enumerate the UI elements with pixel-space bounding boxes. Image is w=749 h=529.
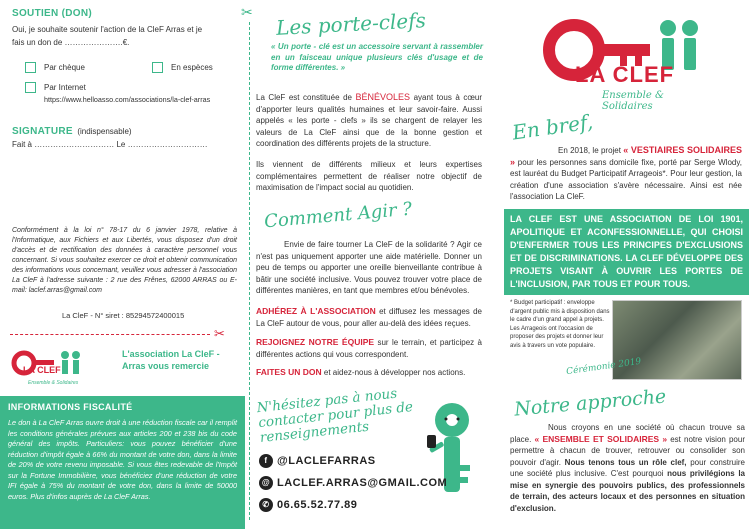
en-bref-title: En bref, [510,109,595,145]
left-panel [0,0,245,529]
action-rejoignez [256,337,482,360]
rejoignez-body: sur le terrain, et participez à différentes actions qui vous correspondent. [256,338,482,359]
rejoignez-label: REJOIGNEZ NOTRE ÉQUIPE [256,337,375,347]
contact-title: N'hésitez pas à nous contacter pour plus de renseignements [256,385,414,447]
ensemble-highlight: « ENSEMBLE ET SOLIDAIRES » [534,433,668,444]
option-especes[interactable] [152,61,213,74]
vestiaires-highlight: « VESTIAIRES SOLIDAIRES » [510,145,742,167]
fait-a-line[interactable]: Fait à ………………………… Le ………………………… [12,140,208,149]
contact-facebook[interactable] [259,454,376,468]
soutien-title: SOUTIEN (DON) [12,8,93,19]
cut-line-horizontal [10,334,210,335]
contact-phone[interactable] [259,498,357,512]
action-adherez [256,306,482,329]
checkbox-internet[interactable] [25,82,36,93]
porte-clefs-title: Les porte-clefs [275,8,427,40]
small-logo [10,345,90,390]
benevoles-highlight: BÉNÉVOLES [355,92,411,102]
small-logo-tagline: Ensemble & Solidaires [28,380,79,386]
option-internet-label: Par Internet [44,83,86,92]
logo-text: LA CLEF [575,62,675,87]
option-cheque-label: Par chèque [44,63,85,72]
fiscal-box [0,396,245,529]
logo-tagline: Ensemble & Solidaires [602,90,664,112]
bref-post: pour les personnes sans domicile fixe, porté par Serge Wlody, est lauréat du Budget Participatif Arrageois*. Pour leur gestion, la création d'une association s'avère nécessaire. Ainsi est née l'association La CleF. [510,157,742,201]
approche-bold-2: nous privilégions la mise en synergie des pouvoirs publics, des professionnels de terrain, des acteurs locaux et des personnes en situation d'exclusion. [510,469,746,513]
phone-icon: ✆ [259,498,273,512]
email-text: LACLEF.ARRAS@GMAIL.COM [277,476,448,489]
scissors-icon-top: ✂ [241,4,253,20]
small-logo-text: LA CLEF [23,365,61,375]
fiscal-title: INFORMATIONS FISCALITÉ [8,402,133,412]
option-especes-label: En espèces [171,63,213,72]
signature-note: (indispensable) [77,127,132,136]
fiscal-body: Le don à La CleF Arras ouvre droit à une réduction fiscale car il remplit les conditions générales prévues aux articles 200 et 238 bis du code général des impôts. Particuliers: vous pouvez bénéficier d'une réduction d'impôt égale à 66% du montant de votre don, dans la limite de 20% de votre revenu imposable. Si vous êtes redevable de l'Impôt sur la Fortune Immobilière, vous bénéficiez d'une réduction de votre IFI égale à 75% du montant de votre don, dans la limite de 50000 euros. Plus d'infos auprès de La CleF Arras. [8,418,237,501]
en-bref-body [510,145,742,203]
porte-clefs-p1 [256,92,482,150]
don-body: et aidez-nous à développer nos actions. [323,368,466,377]
porte-clefs-p2: Ils viennent de différents milieux et leurs expertises complémentaires permettent de réaliser notre objectif de maximisation de l'impact social au quotidien. [256,160,482,192]
agir-body: Envie de faire tourner La CleF de la solidarité ? Agir ce n'est pas uniquement apporter une aide matérielle. Donner un peu de temps ou apporter une oreille bienveillante contribue à bâtir une société inclusive. Vous pouvez trouver votre place de différentes manières, en tant que membres et/ou bénévoles. [256,240,482,295]
facebook-text: @LACLEFARRAS [277,454,376,467]
legal-notice [12,226,237,296]
signature-title: SIGNATURE [12,126,73,137]
facebook-icon: f [259,454,273,468]
adherez-body: et diffusez les messages de La CleF autour de vous, pour aller au-delà des idées reçues. [256,307,482,328]
notre-approche-title: Notre approche [513,385,668,421]
option-internet[interactable] [25,81,86,94]
photo-caption: Cérémonie 2019 [565,356,642,378]
approche-pre: Nous croyons en une société où chacun trouve sa place. [510,423,745,444]
thanks-text: L'association La CleF - Arras vous remercie [122,349,220,371]
contact-email[interactable] [259,476,447,490]
signature-heading [12,121,132,139]
siret: La CleF - N° siret : 85294572400015 [62,311,185,320]
p1-post: ayant tous à cœur d'apporter leurs qualités humaines et leur savoir-faire. Aussi appelés « les porte - clefs » ils se chargent de relayer les valeurs de La CleF ainsi que de la bonne gestion et coordination des différents projets de la structure. [256,93,482,148]
approche-body [510,422,745,514]
approche-mid: est notre vision pour permettre à chacun de trouver, retrouver ou consolider son pouvoir d'agir. [510,434,745,467]
mission-band: LA CLEF EST UNE ASSOCIATION DE LOI 1901, APOLITIQUE ET ACONFESSIONNELLE, QUI CHOISI D'ENFERMER TOUS LES PRINCIPES D'EXCLUSIONS ET DE DISCRIMINATIONS. LA CLEF DÉVELOPPE DES PROJETS VISANT À OUVRIR LES PORTES DE L'INCLUSION, PAR TOUS ET POUR TOUS. [504,209,749,295]
p1-pre: La CleF est constituée de [256,93,352,102]
soutien-line-1: Oui, je souhaite soutenir l'action de la CleF Arras et je [12,25,203,34]
legal-text: Conformément à la loi n° 78-17 du 6 janvier 1978, relative à l'Informatique, aux Fichiers et aux Libertés, vous disposez d'un droit d'accès et de rectification des données à caractère personnel vous concernant. Si vous souhaitez exercer ce droit et obtenir communication des informations vous concernant, veuillez vous adresser à l'association La CleF à l'adresse suivante : 2 rue des Frênes, 62000 ARRAS ou [12,227,237,284]
scissors-icon: ✂ [214,326,225,341]
right-panel [500,0,749,529]
bref-pre: En 2018, le projet [558,146,621,155]
soutien-text [12,23,237,49]
option-cheque[interactable] [25,61,85,74]
comment-agir-title: Comment Agir ? [263,198,413,233]
helloasso-link[interactable]: https://www.helloasso.com/associations/la-clef-arras [44,95,211,104]
soutien-line-2: fais un don de ………………….€. [12,38,130,47]
checkbox-especes[interactable] [152,62,163,73]
checkbox-cheque[interactable] [25,62,36,73]
cut-line-vertical [249,22,250,520]
don-label: FAITES UN DON [256,367,322,377]
main-logo [540,10,710,110]
adherez-label: ADHÉREZ À L'ASSOCIATION [256,306,376,316]
action-don [256,367,482,379]
porte-clefs-quote: « Un porte - clé est un accessoire servant à rassembler en un faisceau unique plusieurs clés d'usage et de forme différentes. » [271,42,483,72]
email-icon: @ [259,476,273,490]
phone-text: 06.65.52.77.89 [277,498,358,511]
approche-mid-2: pour construire une société plus inclusive. C'est pourquoi [510,457,745,478]
approche-bold-1: Nous tenons tous un rôle clef, [564,457,687,467]
legal-email[interactable]: E-mail: laclef.arras@gmail.com [12,277,237,294]
middle-panel [256,0,488,529]
budget-footnote: * Budget participatif : enveloppe d'argent public mis à disposition dans le cadre d'un grand appel à projets. Les Arrageois ont l'occasion de proposer des projets et donner leur avis à travers un vote populaire. [510,300,610,349]
